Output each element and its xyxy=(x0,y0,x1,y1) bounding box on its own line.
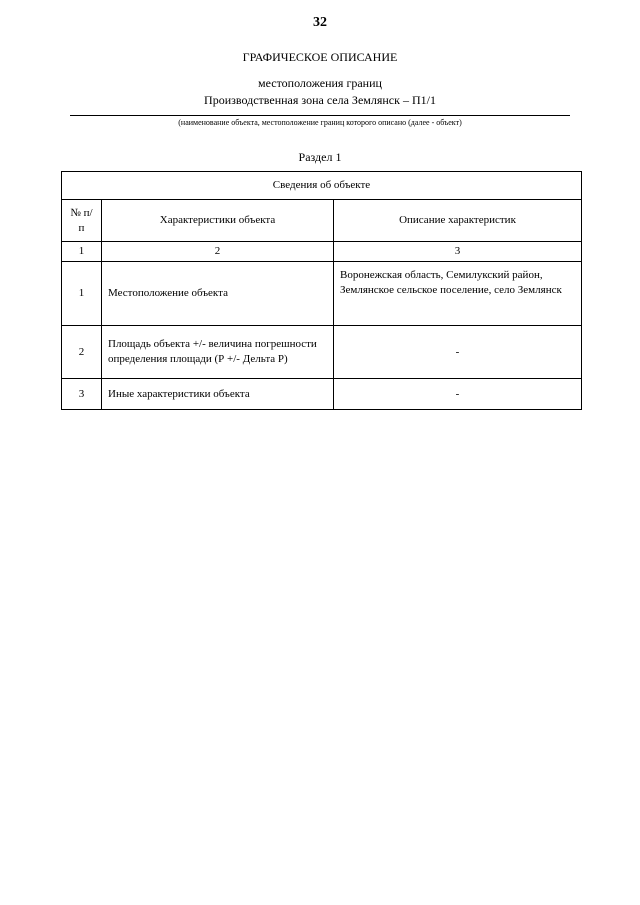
row-characteristic: Иные характеристики объекта xyxy=(102,379,334,410)
row-description: - xyxy=(334,326,582,379)
row-characteristic: Площадь объекта +/- величина погрешности определения площади (Р +/- Дельта Р) xyxy=(102,326,334,379)
object-name-caption: (наименование объекта, местоположение границ которого описано (далее - объект) xyxy=(178,118,462,127)
column-number-3: 3 xyxy=(334,242,582,262)
row-number: 1 xyxy=(62,262,102,326)
column-number-2: 2 xyxy=(102,242,334,262)
underline-rule xyxy=(70,115,570,116)
object-info-table xyxy=(61,171,582,410)
table-row xyxy=(62,379,582,410)
header-description: Описание характеристик xyxy=(334,200,582,242)
document-subtitle: местоположения границ xyxy=(258,76,382,90)
document-title: ГРАФИЧЕСКОЕ ОПИСАНИЕ xyxy=(242,50,398,64)
header-number: № п/п xyxy=(62,200,102,242)
row-description: Воронежская область, Семилукский район, Землянское сельское поселение, село Землянск xyxy=(334,262,582,326)
row-description: - xyxy=(334,379,582,410)
header-characteristic: Характеристики объекта xyxy=(102,200,334,242)
column-number-1: 1 xyxy=(62,242,102,262)
table-title: Сведения об объекте xyxy=(62,172,582,200)
table-row xyxy=(62,326,582,379)
row-number: 3 xyxy=(62,379,102,410)
row-characteristic: Местоположение объекта xyxy=(102,262,334,326)
object-name: Производственная зона села Землянск – П1/1 xyxy=(204,93,436,107)
row-number: 2 xyxy=(62,326,102,379)
page-number: 32 xyxy=(313,15,327,30)
section-heading: Раздел 1 xyxy=(298,150,342,164)
table-row xyxy=(62,262,582,326)
